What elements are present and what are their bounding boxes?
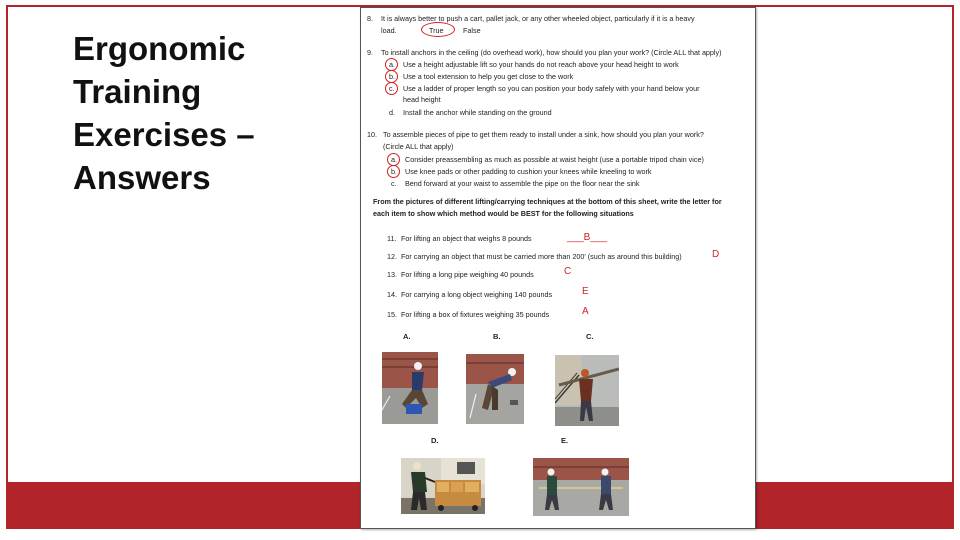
q9-option-d-letter: d. (389, 108, 395, 117)
q10-number: 10. (367, 130, 377, 139)
slide-title: Ergonomic Training Exercises – Answers (73, 30, 255, 196)
photo-label-c: C. (586, 332, 594, 341)
q9-option-a-letter: a. (389, 60, 395, 69)
item-11-answer: ___B___ (567, 232, 608, 243)
item-15-text: For lifting a box of fixtures weighing 35 pounds (401, 310, 550, 319)
item-13-answer: C (564, 266, 572, 277)
item-15-answer: A (582, 306, 589, 317)
worksheet-image (360, 7, 756, 529)
q9-option-d-text: Install the anchor while standing on the ground (403, 108, 552, 117)
photo-a-squat-lift (382, 352, 438, 424)
q9-option-c-letter: c. (389, 84, 395, 93)
q9-c-circle (385, 82, 398, 95)
item-12-number: 12. (387, 252, 397, 261)
q8-true-circle (421, 22, 455, 37)
q10-option-c-text: Bend forward at your waist to assemble the pipe on the floor near the sink (405, 179, 640, 188)
q8-option-false: False (463, 26, 481, 35)
q10-option-c-letter: c. (391, 179, 397, 188)
q8-option-true: True (429, 26, 444, 35)
item-11-number: 11. (387, 234, 397, 243)
q10-text-line1: To assemble pieces of pipe to get them ready to install under a sink, how should you plan your work? (383, 130, 704, 139)
instructions-line1: From the pictures of different lifting/carrying techniques at the bottom of this sheet, write the letter for (373, 197, 722, 206)
item-14-text: For carrying a long object weighing 140 pounds (401, 290, 553, 299)
q10-option-b-text: Use knee pads or other padding to cushion your knees while kneeling to work (405, 167, 652, 176)
q10-option-b-letter: b. (391, 167, 397, 176)
q10-text-line2: (Circle ALL that apply) (383, 142, 454, 151)
photo-b-bending (466, 354, 524, 424)
item-14-answer: E (582, 286, 589, 297)
q9-option-c-cont: head height (403, 95, 441, 104)
q8-number: 8. (367, 14, 373, 23)
item-14-number: 14. (387, 290, 397, 299)
q9-option-b-letter: b. (389, 72, 395, 81)
item-12-answer: D (712, 249, 720, 260)
q9-text: To install anchors in the ceiling (do overhead work), how should you plan your work? (Circle ALL that apply) (381, 48, 722, 57)
q9-option-b-text: Use a tool extension to help you get close to the work (403, 72, 574, 81)
q9-option-c-text: Use a ladder of proper length so you can position your body safely with your hand below your (403, 84, 700, 93)
photo-label-e: E. (561, 436, 569, 445)
instructions-line2: each item to show which method would be BEST for the following situations (373, 209, 634, 218)
item-11-text: For lifting an object that weighs 8 pounds (401, 234, 532, 243)
item-15-number: 15. (387, 310, 397, 319)
q10-b-circle (387, 165, 400, 178)
q8-text-line2: load. (381, 26, 397, 35)
item-12-text: For carrying an object that must be carried more than 200' (such as around this building) (401, 252, 682, 261)
photo-label-d: D. (431, 436, 439, 445)
q10-option-a-letter: a. (391, 155, 397, 164)
photo-c-pipe-carry (555, 355, 619, 426)
photo-d-cart (401, 458, 485, 514)
photo-e-team-carry (533, 458, 629, 516)
photo-label-a: A. (403, 332, 411, 341)
q10-option-a-text: Consider preassembling as much as possible at waist height (use a portable tripod chain vice) (405, 155, 704, 164)
item-13-number: 13. (387, 270, 397, 279)
q9-number: 9. (367, 48, 373, 57)
q8-text-line1: It is always better to push a cart, pallet jack, or any other wheeled object, particularly if it is a heavy (381, 14, 695, 23)
q9-option-a-text: Use a height adjustable lift so your hands do not reach above your head height to work (403, 60, 679, 69)
item-13-text: For lifting a long pipe weighing 40 pounds (401, 270, 534, 279)
photo-label-b: B. (493, 332, 501, 341)
